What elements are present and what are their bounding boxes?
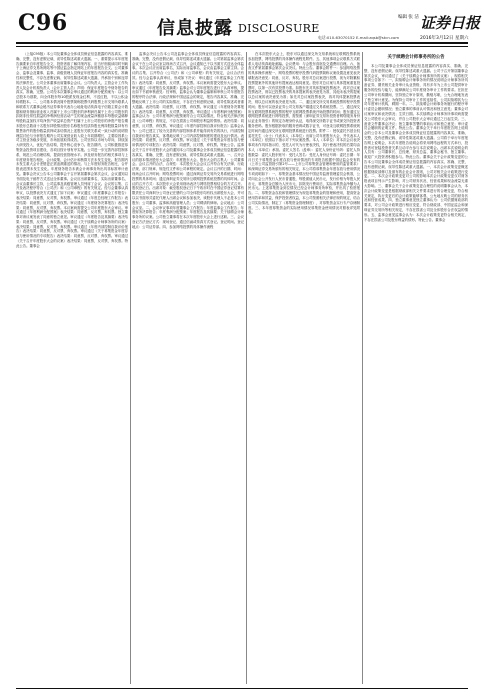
editor-line: 编辑 张 洁 [398, 15, 419, 20]
article-column-2 [132, 52, 244, 684]
date-line: 2016年3月12日 星期六 [420, 36, 469, 41]
bottom-rule [16, 688, 468, 689]
section-title-en: DISCLOSURE [238, 22, 320, 35]
column-separator [130, 52, 131, 684]
column-3-body: 在本次股东大会上，股东可以通过深交所交易系统和互联网投票系统参加投票，网络投票的具体操作流程见附件。五、其他事项会议联系方式联系人电话传真地址邮编。会议费用：与会股东食宿及交通费用自理。六、备查文件第届董事会第次会议决议。特此公告。董事会附件一：参加网络投票的具体操作流程一、网络投票的程序投票代码投票简称议案设置及意见表决填报表决意见：同意、反对、弃权。股东对总议案进行投票，视为对除累积投票提案外的其他所有提案表达相同意见。股东对总议案与具体提案重复投票时，以第一次有效投票为准。如股东先对具体提案投票表决，再对总议案投票表决，则以已投票表决的具体提案的表决意见为准，其他未表决的提案以总议案的表决意见为准；如先对总议案投票表决，再对具体提案投票表决，则以总议案的表决意见为准。二、通过深交所交易系统投票的程序投票时间；股东可以登录证券公司交易客户端通过交易系统投票。三、通过深交所互联网投票系统投票的程序互联网投票系统开始投票的时间；股东通过互联网投票系统进行网络投票，需按照《深圳证券交易所投资者网络服务身份认证业务指引》的规定办理身份认证，取得深交所数字证书或深交所投资者服务密码。股东根据获取的服务密码或数字证书，可登录互联网投票系统规定时间内通过深交所互联网投票系统进行投票。附件二：授权委托书兹全权委托先生（女士）代表本人（本单位）出席公司年度股东大会，并代表本人（本单位）依照以下指示对下列议案投票。本人（本单位）对本次会议表决事项未作具体指示的，受托人可代为行使表决权，其行使表决权的后果均由本人（本单位）承担。委托人签名（盖章）：委托人身份证号码：委托人持股数量：委托人股东账号：受托人签名：受托人身份证号码：委托日期：年月日关于募集资金年度存放与使用情况的专项报告根据中国证监会发布的《上市公司监管指引第2号——上市公司募集资金管理和使用的监管要求》和深圳证券交易所颁布的相关规定，本公司将募集资金年度存放与使用情况专项说明如下：一、募集资金基本情况经中国证券监督管理委员会核准，公司向社会公开发行人民币普通股，每股面值人民币元，发行价格为每股人民币元，募集资金总额为人民币元，扣除发行费用后，实际募集资金净额为人民币元。上述募集资金到位情况已经会计师事务所审验，并出具了验资报告。二、募集资金存放和管理情况为规范募集资金的管理和使用，提高资金使用效率和效益，保护投资者权益，本公司按照相关法律法规的规定，结合公司实际情况，制定了《募集资金管理制度》，对募集资金实行专户存储制度。三、本年度募集资金的实际使用情况募集资金使用情况对照表详见附表。 [248, 52, 360, 215]
masthead [0, 0, 484, 42]
masthead-rule-thin [16, 46, 468, 47]
column-separator [362, 52, 363, 684]
article-column-3 [248, 52, 360, 684]
article-column-1 [16, 52, 128, 684]
newspaper-brand-logo: 证券日报 [420, 14, 481, 32]
column-separator [246, 52, 247, 684]
contact-line: 电话:010-63070152 E-mail:zqsb@stcn.com [318, 35, 400, 40]
section-title-zh: 信息披露 [157, 18, 233, 39]
article-column-4 [364, 52, 468, 684]
column-1-body: （上接C95版）本公司及董事会全体成员保证信息披露的内容真实、准确、完整，没有虚假记载、误导性陈述或重大遗漏。一、重要提示本年度报告摘要来自年度报告全文，投资者欲了解详细内容，应当仔细阅读同时刊载于上海证券交易所网站等中国证监会指定网站上的年度报告全文。公司董事会、监事会及董事、监事、高级管理人员保证年度报告内容的真实性、准确性和完整性，不存在虚假记载、误导性陈述或重大遗漏，并承担个别和连带的法律责任。公司全体董事出席董事会会议。公司负责人、主管会计工作负责人及会计机构负责人（会计主管人员）声明：保证年度报告中财务报告的真实、准确、完整。公司经本次董事会审议通过的利润分配预案为：以公司总股本为基数，向全体股东每10股派发现金红利，不送红股，不以公积金转增股本。二、公司基本情况简介股票简称股票代码股票上市交易所联系人和联系方式董事会秘书证券事务代表办公地址电话传真电子信箱主要会计数据和财务指标营业收入归属于上市公司股东的净利润归属于上市公司股东的扣除非经常性损益的净利润经营活动产生的现金流量净额基本每股收益稀释每股收益加权平均净资产收益率总资产归属于上市公司股东的净资产报告期末股东总数前十名股东持股情况股东名称股东性质持股比例持股数量持有有限售条件的股份数量质押或冻结情况上述股东关联关系或一致行动的说明管理层讨论与分析报告期内公司实现营业收入较上年同期增长，主要原因系公司主营业务稳步发展，市场拓展取得成效。公司坚持以市场为导向，持续加大研发投入，优化产品结构，提升核心竞争力。报告期内，公司积极推进募集资金投资项目建设，各项目按计划有序实施。公司进一步完善内部控制体系，规范公司治理结构，提高经营管理水平。涉及财务报告的相关事项与上年度财务报告相比，会计政策、会计估计和核算方法未发生变化。报告期内未发生重大会计差错更正需追溯重述的情况。与上年度财务报告相比，合并报表范围未发生变化。年度财务报告未被会计师事务所出具非标准审计意见。董事会决议公告本公司董事会于召开第届董事会第次会议，会议通知以书面及电子邮件方式送达全体董事。会议应出席董事名，实际出席董事名，会议由董事长主持，公司监事及高级管理人员列席了会议。会议的召集、召开及表决程序符合《公司法》和《公司章程》的有关规定。经与会董事认真审议，以投票表决方式通过了如下议案：审议通过《年度董事会工作报告》表决结果：同意票，反对票，弃权票。审议通过《年度总经理工作报告》表决结果：同意票，反对票，弃权票。审议通过《年度财务决算报告》表决结果：同意票，反对票，弃权票。本议案尚需提交公司年度股东大会审议。审议通过《年度利润分配预案》表决结果：同意票，反对票，弃权票。独立董事对该议案发表了同意的独立意见。审议通过《年度报告及其摘要》表决结果：同意票，反对票，弃权票。审议通过《关于续聘会计师事务所的议案》表决结果：同意票，反对票，弃权票。审议通过《年度内部控制自我评价报告》表决结果：同意票，反对票，弃权票。审议通过《关于募集资金年度存放与使用情况的专项报告》表决结果：同意票，反对票，弃权票。审议通过《关于召开年度股东大会的议案》表决结果：同意票，反对票，弃权票。特此公告。董事会 [16, 52, 128, 248]
page-number: C96 [18, 10, 68, 36]
column-4-body: 本公司及董事会全体成员保证信息披露的内容真实、准确、完整，没有虚假记载、误导性陈述或重大遗漏。公司于召开第届董事会第次会议，审议通过了《关于续聘会计师事务所的议案》，现将相关事项公告如下：一、拟续聘会计师事务所的情况说明会计师事务所具备证券、期货相关业务审计从业资格，具有多年为上市公司提供审计服务的经验与能力，能够满足公司年度财务审计工作的要求。在担任公司审计机构期间，坚持独立审计原则，勤勉尽职，公允合理地发表了独立审计意见。为保持公司审计工作的连续性，公司拟续聘其为公司年度审计机构，聘期一年。二、拟续聘会计师事务所履行的程序审计委员会履职情况；独立董事的事前认可情况和独立意见；董事会对议案审议和表决情况；生效日期。本次续聘会计师事务所事项尚需提交公司股东大会审议，并自公司股东大会审议通过之日起生效。三、备查文件董事会决议；独立董事签署的事前认可和独立意见；审计委员会履职的证明文件。特此公告。董事会关于举行年度报告网上说明会的公告本公司及董事会全体成员保证信息披露的内容真实、准确、完整，没有虚假记载、误导性陈述或重大遗漏。公司将于举行年度报告网上说明会，本次年度报告说明会将采用网络远程的方式举行，投资者可登陆投资者关系互动平台参与本次说明会。出席本次说明会的人员有：公司董事长、总经理、财务总监、董事会秘书、独立董事。欢迎广大投资者积极参与。特此公告。董事会关于会计政策变更的公告本公司及董事会全体成员保证信息披露的内容真实、准确、完整，没有虚假记载、误导性陈述或重大遗漏。一、本次会计政策变更概述根据财政部修订及颁布的企业会计准则，公司对相关会计政策进行变更。二、本次会计政策变更对公司的影响本次会计政策变更仅对财务报表项目列示产生影响，对公司财务状况、经营成果和现金流量无重大影响。三、董事会关于会计政策变更合理性的说明董事会认为，本次会计政策变更是根据财政部相关文件要求进行的合理变更，符合相关规定，执行变更后的会计政策能够客观、公允地反映公司的财务状况和经营成果。四、独立董事意见独立董事认为：公司依据财政部的要求，对公司会计政策进行相应变更，符合财政部、中国证监会和深圳证券交易所等相关规定，不存在损害公司及全体股东合法权益的情形。五、监事会意见监事会认为：本次会计政策变更符合相关规定，不存在损害公司及股东利益的情形。特此公告。董事会 [364, 64, 468, 222]
column-4-title: 关于续聘会计师事务所的公告 [387, 55, 445, 60]
masthead-rule-thick [16, 42, 468, 44]
column-2-body: 监事会决议公告本公司及监事会全体成员保证信息披露的内容真实、准确、完整，没有虚假记载、误导性陈述或重大遗漏。公司第届监事会第次会议于在公司会议室以现场方式召开，会议通知已于以书面方式送达全体监事。本次会议应出席监事名，实际出席监事名，会议由监事会主席主持。会议的召集、召开符合《公司法》和《公司章程》的有关规定，会议合法有效。经与会监事认真审议，形成如下决议：审议通过《年度监事会工作报告》表决结果：同意票，反对票，弃权票。本议案尚需提交股东大会审议。审议通过《年度报告及其摘要》监事会对公司年度报告进行了认真审核，提出如下书面审核意见：经审核，监事会认为董事会编制和审核公司年度报告的程序符合法律、行政法规和中国证监会的规定，报告内容真实、准确、完整地反映了上市公司的实际情况，不存在任何虚假记载、误导性陈述或者重大遗漏。表决结果：同意票，反对票，弃权票。审议通过《年度财务决算报告》表决结果：同意票，反对票，弃权票。审议通过《年度利润分配预案》监事会认为：公司年度利润分配预案符合公司实际情况，符合相关法律法规及《公司章程》的规定，不存在损害公司和股东利益的情形。表决结果：同意票，反对票，弃权票。审议通过《年度内部控制自我评价报告》监事会认为：公司已建立了较为完善的内部控制体系并能得到有效的执行，内部控制自我评价报告真实、客观地反映了公司内部控制制度的建设及运行情况。表决结果：同意票，反对票，弃权票。审议通过《关于募集资金年度存放与使用情况的专项报告》表决结果：同意票，反对票，弃权票。特此公告。监事会关于召开年度股东大会的通知本公司及董事会全体成员保证信息披露的内容真实、准确、完整，没有虚假记载、误导性陈述或重大遗漏。一、召开会议的基本情况股东大会届次：年度股东大会。股东大会的召集人：公司董事会。会议召开的合法、合规性：本次股东大会会议召开符合有关法律、行政法规、部门规章、规范性文件和公司章程的规定。会议召开的日期、时间：现场会议召开时间；网络投票时间：通过深圳证券交易所交易系统进行网络投票的具体时间；通过深圳证券交易所互联网投票系统投票的具体时间。会议的召开方式：本次股东大会采用现场表决与网络投票相结合的方式召开。股权登记日。出席对象：截至股权登记日下午收市时在中国证券登记结算有限责任公司深圳分公司登记在册的公司全体股东均有权出席股东大会，并可以以书面形式委托代理人出席会议和参加表决，该股东代理人不必是本公司股东；公司董事、监事和高级管理人员；公司聘请的律师。会议地点：公司会议室。二、会议审议事项年度董事会工作报告；年度监事会工作报告；年度财务决算报告；年度利润分配预案；年度报告及其摘要；关于续聘会计师事务所的议案。公司独立董事将在本次年度股东大会上进行述职。三、会议登记方法登记方式：现场登记、通过信函或传真方式登记。登记时间。登记地点：公司证券部。四、参加网络投票的具体操作流程 [132, 52, 244, 229]
